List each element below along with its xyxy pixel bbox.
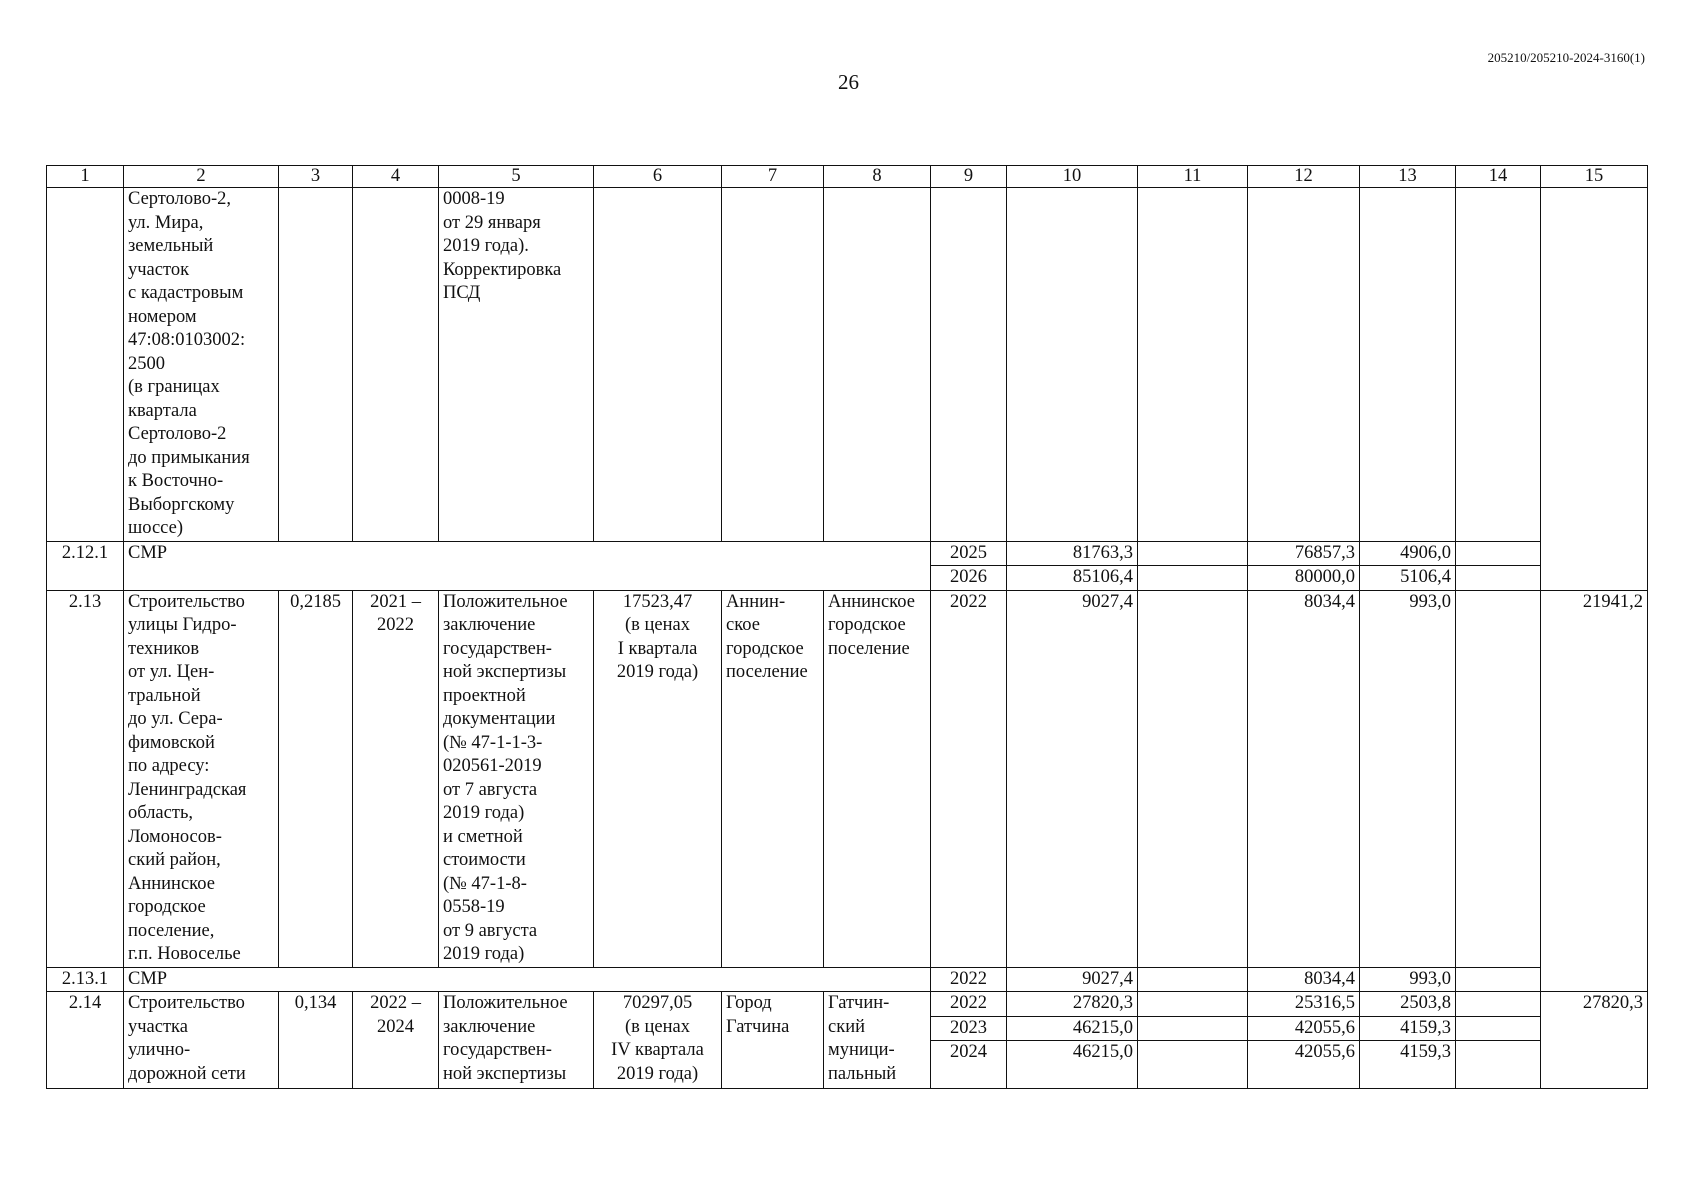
table-row — [47, 967, 1648, 992]
row-label: СМР — [124, 541, 931, 590]
header-row — [47, 166, 1648, 188]
column-header: 6 — [594, 166, 722, 188]
year-cell: 2024 — [931, 1041, 1007, 1089]
row-number: 2.14 — [47, 992, 124, 1089]
column-header: 12 — [1248, 166, 1360, 188]
customer-cell: Аннин- ское городское поселение — [722, 590, 824, 967]
recipient-cell: Гатчин- ский муници- пальный — [824, 992, 931, 1089]
column-header: 7 — [722, 166, 824, 188]
row-label: СМР — [124, 967, 931, 992]
amount-cell: 4159,3 — [1360, 1041, 1456, 1089]
recipient-cell: Аннинское городское поселение — [824, 590, 931, 967]
amount-cell: 27820,3 — [1007, 992, 1138, 1017]
expertise-conclusion: Положительное заключение государствен- ной экспертизы проектной документации (№ 47-1-1-3- 020561-2019 от 7 августа 2019 года) и сметной стоимости (№ 47-1-8- 0558-19 от 9 августа 2019 года) — [439, 590, 594, 967]
amount-cell: 993,0 — [1360, 590, 1456, 967]
amount-cell: 5106,4 — [1360, 566, 1456, 591]
cost-cell: 17523,47 (в ценах I квартала 2019 года) — [594, 590, 722, 967]
page-number: 26 — [838, 70, 859, 94]
table-row — [47, 992, 1648, 1017]
object-description: Строительство участка улично- дорожной сети — [124, 992, 279, 1089]
column-header: 1 — [47, 166, 124, 188]
amount-cell: 46215,0 — [1007, 1016, 1138, 1041]
table-row — [47, 590, 1648, 967]
amount-cell: 42055,6 — [1248, 1041, 1360, 1089]
column-header: 11 — [1138, 166, 1248, 188]
column-header: 2 — [124, 166, 279, 188]
expertise-conclusion: 0008-19 от 29 января 2019 года). Корректировка ПСД — [439, 188, 594, 542]
amount-cell: 8034,4 — [1248, 590, 1360, 967]
amount-cell: 4159,3 — [1360, 1016, 1456, 1041]
total-cell: 27820,3 — [1541, 992, 1648, 1089]
amount-cell: 85106,4 — [1007, 566, 1138, 591]
amount-cell: 42055,6 — [1248, 1016, 1360, 1041]
expertise-conclusion: Положительное заключение государствен- ной экспертизы — [439, 992, 594, 1089]
table-row — [47, 541, 1648, 566]
period-cell: 2021 – 2022 — [353, 590, 439, 967]
year-cell: 2025 — [931, 541, 1007, 566]
period-cell: 2022 – 2024 — [353, 992, 439, 1089]
year-cell: 2022 — [931, 992, 1007, 1017]
amount-cell: 8034,4 — [1248, 967, 1360, 992]
column-header: 9 — [931, 166, 1007, 188]
year-cell: 2026 — [931, 566, 1007, 591]
row-number: 2.13 — [47, 590, 124, 967]
column-header: 3 — [279, 166, 353, 188]
column-header: 10 — [1007, 166, 1138, 188]
column-header: 14 — [1456, 166, 1541, 188]
amount-cell: 9027,4 — [1007, 590, 1138, 967]
amount-cell: 46215,0 — [1007, 1041, 1138, 1089]
column-header: 13 — [1360, 166, 1456, 188]
length-cell: 0,134 — [279, 992, 353, 1089]
length-cell: 0,2185 — [279, 590, 353, 967]
column-header: 5 — [439, 166, 594, 188]
document-id: 205210/205210-2024-3160(1) — [1487, 50, 1645, 65]
customer-cell: Город Гатчина — [722, 992, 824, 1089]
amount-cell: 4906,0 — [1360, 541, 1456, 566]
cost-cell: 70297,05 (в ценах IV квартала 2019 года) — [594, 992, 722, 1089]
object-description: Сертолово-2, ул. Мира, земельный участок с кадастровым номером 47:08:0103002: 2500 (в границах квартала Сертолово-2 до примыкания к Восточно- Выборгскому шоссе) — [124, 188, 279, 542]
row-number: 2.13.1 — [47, 967, 124, 992]
budget-table — [46, 165, 1648, 1089]
total-cell: 21941,2 — [1541, 590, 1648, 992]
column-header: 8 — [824, 166, 931, 188]
column-header: 4 — [353, 166, 439, 188]
amount-cell: 25316,5 — [1248, 992, 1360, 1017]
row-number: 2.12.1 — [47, 541, 124, 590]
amount-cell: 76857,3 — [1248, 541, 1360, 566]
year-cell: 2022 — [931, 967, 1007, 992]
amount-cell: 993,0 — [1360, 967, 1456, 992]
amount-cell: 9027,4 — [1007, 967, 1138, 992]
table-row — [47, 188, 1648, 542]
amount-cell: 81763,3 — [1007, 541, 1138, 566]
year-cell: 2022 — [931, 590, 1007, 967]
object-description: Строительство улицы Гидро- техников от ул. Цен- тральной до ул. Сера- фимовской по адресу: Ленинградская область, Ломоносов- ский район, Аннинское городское поселение, г.п. Новоселье — [124, 590, 279, 967]
year-cell: 2023 — [931, 1016, 1007, 1041]
amount-cell: 80000,0 — [1248, 566, 1360, 591]
column-header: 15 — [1541, 166, 1648, 188]
amount-cell: 2503,8 — [1360, 992, 1456, 1017]
